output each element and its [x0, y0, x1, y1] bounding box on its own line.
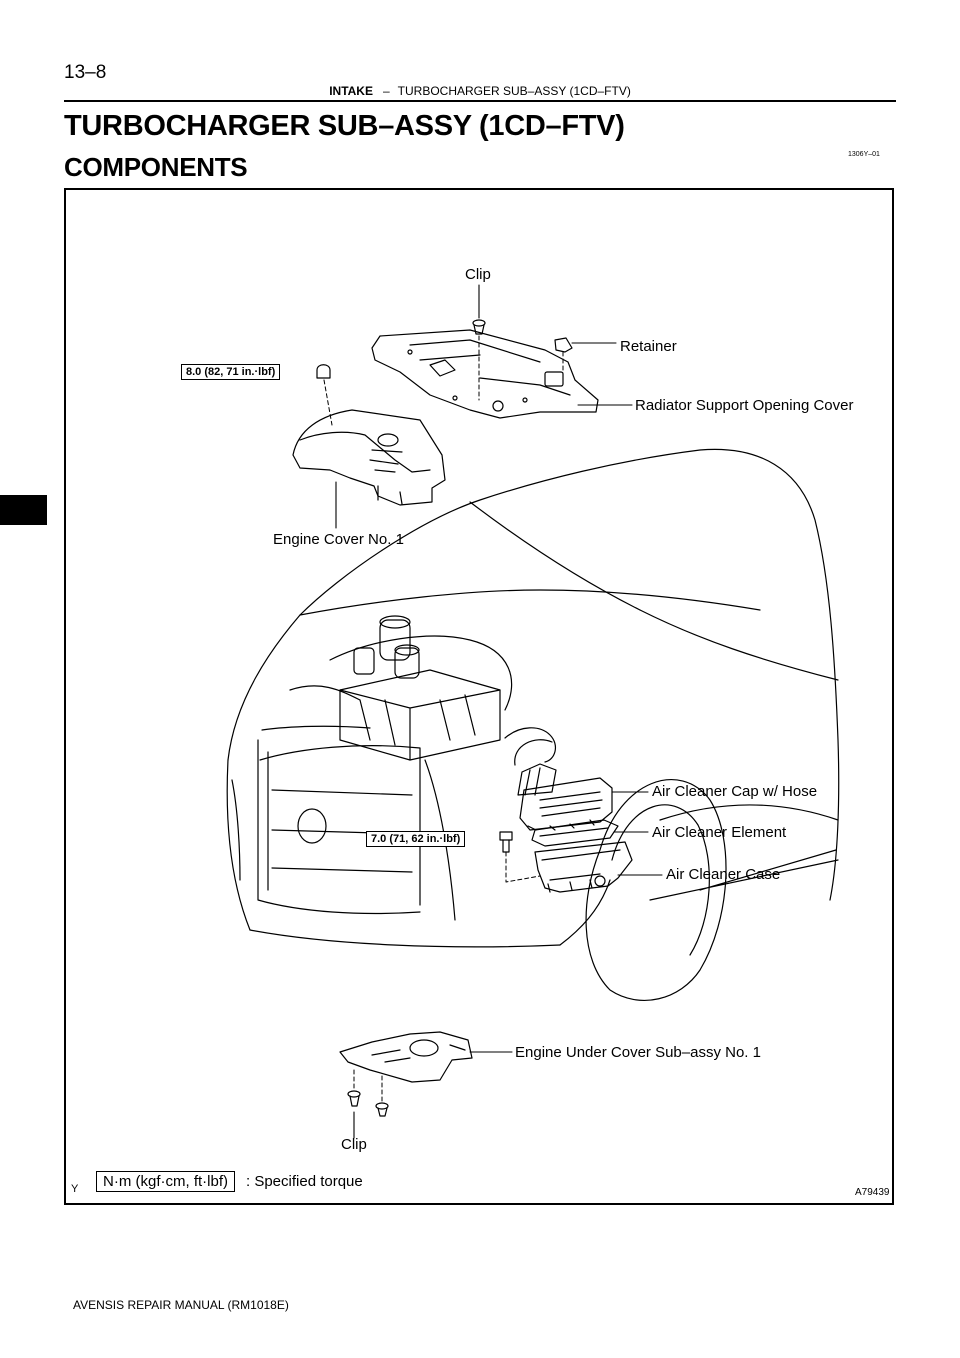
label-engine-under-cover: Engine Under Cover Sub–assy No. 1	[515, 1044, 761, 1061]
air-cleaner-element-drawing	[532, 820, 618, 846]
header-section: INTAKE	[329, 84, 373, 98]
legend-torque-unit-box: N·m (kgf·cm, ft·lbf)	[96, 1171, 235, 1192]
air-cleaner-bolt-drawing	[500, 832, 512, 852]
torque-air-cleaner: 7.0 (71, 62 in.·lbf)	[366, 831, 465, 847]
retainer-drawing	[555, 338, 572, 352]
label-air-cleaner-case: Air Cleaner Case	[666, 866, 781, 883]
label-clip-top: Clip	[465, 266, 491, 283]
figure-mark: Y	[71, 1183, 79, 1195]
footer-manual-name: AVENSIS REPAIR MANUAL (RM1018E)	[73, 1298, 289, 1312]
air-cleaner-case-drawing	[535, 842, 632, 892]
section-heading: COMPONENTS	[64, 152, 248, 182]
label-engine-cover-no1: Engine Cover No. 1	[273, 531, 404, 548]
legend-text: : Specified torque	[246, 1173, 363, 1190]
header-subsection: TURBOCHARGER SUB–ASSY (1CD–FTV)	[397, 84, 631, 98]
header-separator: –	[382, 84, 390, 98]
label-air-cleaner-element: Air Cleaner Element	[652, 824, 787, 841]
under-cover-drawing	[340, 1032, 472, 1082]
engine-cover-drawing	[293, 410, 445, 505]
label-clip-bottom: Clip	[341, 1136, 367, 1153]
leader-lines	[336, 285, 662, 1138]
label-retainer: Retainer	[620, 338, 677, 355]
dashed-assembly-lines	[324, 336, 563, 1102]
page-title: TURBOCHARGER SUB–ASSY (1CD–FTV)	[64, 110, 625, 142]
engine-block	[340, 616, 555, 762]
figure-id: A79439	[855, 1187, 890, 1198]
air-cleaner-cap-drawing	[515, 740, 612, 830]
label-air-cleaner-cap: Air Cleaner Cap w/ Hose	[652, 783, 818, 800]
engine-cover-nut-drawing	[317, 365, 330, 378]
label-radiator-support-opening-cover: Radiator Support Opening Cover	[635, 397, 854, 414]
page-number: 13–8	[64, 62, 107, 83]
radiator-support-cover-drawing	[372, 330, 598, 418]
torque-engine-cover: 8.0 (82, 71 in.·lbf)	[181, 364, 280, 380]
document-id: 1306Y–01	[848, 151, 880, 158]
